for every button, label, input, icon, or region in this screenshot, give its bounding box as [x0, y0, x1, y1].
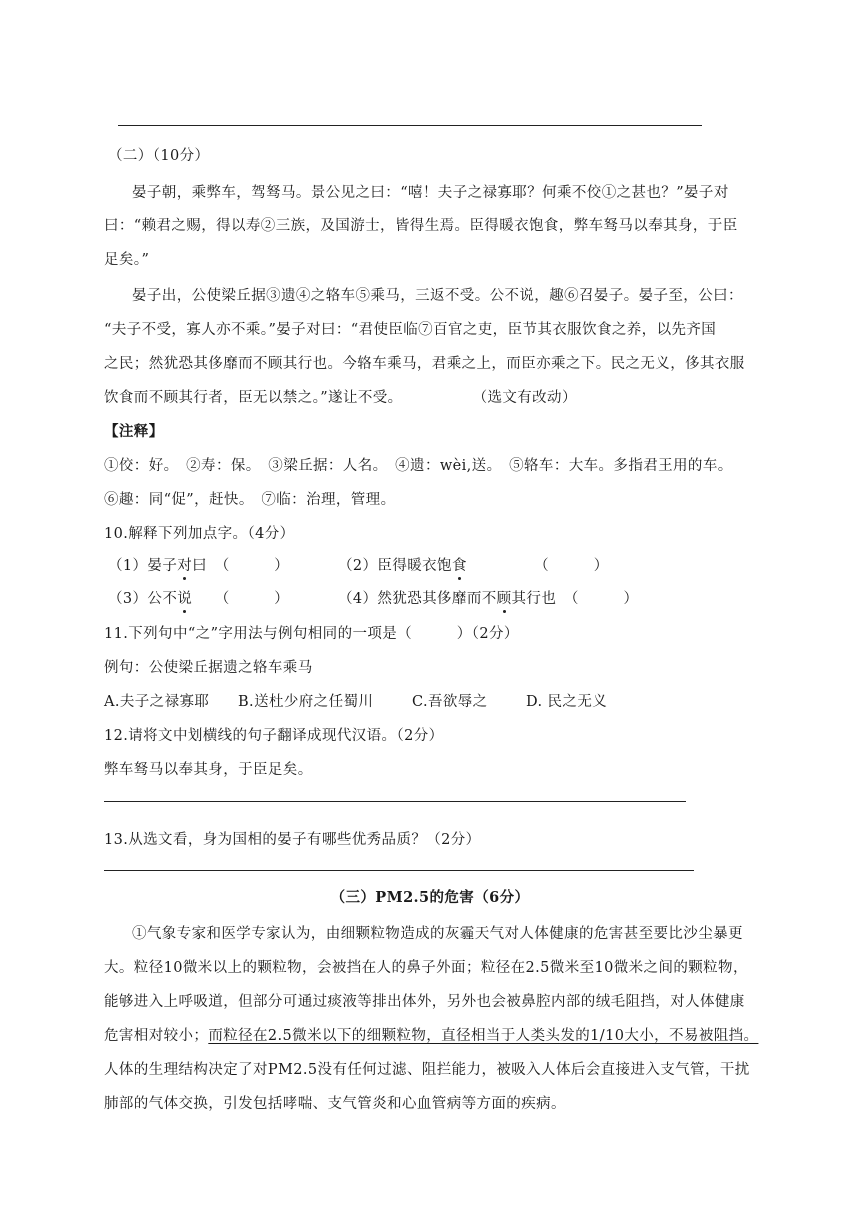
question-11-title: 11.下列句中“之”字用法与例句相同的一项是（ ）（2分） — [104, 626, 519, 642]
question-11-option-d: D. 民之无义 — [526, 694, 608, 710]
passage-line: 足矣。” — [104, 252, 150, 268]
passage-line: 晏子朝，乘弊车，驾驽马。景公见之曰：“嘻！夫子之禄寡耶？何乘不佼①之甚也？”晏子对 — [132, 185, 729, 201]
dotted-char: 说 — [177, 591, 193, 607]
question-11-option-a: A.夫子之禄寡耶 — [104, 694, 210, 710]
question-10-title: 10.解释下列加点字。（4分） — [104, 526, 295, 542]
passage-line: 危害相对较小；而粒径在2.5微米以下的细颗粒物，直径相当于人类头发的1/10大小，不易被阻挡。 — [104, 1028, 759, 1044]
passage-line: 曰：“赖君之赐，得以寿②三族，及国游士，皆得生焉。臣得暖衣饱食，弊车驽马以奉其身，于臣 — [104, 218, 738, 234]
underlined-sentence: 而粒径在2.5微米以下的细颗粒物，直径相当于人类头发的1/10大小，不易被阻挡。 — [208, 1028, 759, 1044]
question-11-example: 例句：公使梁丘据遗之辂车乘马 — [104, 660, 313, 676]
question-10-item: （3）公不说 （ ） — [108, 591, 290, 607]
note-line: ①佼：好。 ②寿：保。 ③梁丘据：人名。 ④遗：wèi,送。 ⑤辂车：大车。多指君王用的车。 — [104, 458, 733, 474]
question-13-title: 13.从选文看，身为国相的晏子有哪些优秀品质？（2分） — [104, 832, 481, 848]
answer-line-12 — [104, 801, 686, 802]
passage-line: 能够进入上呼吸道，但部分可通过痰液等排出体外，另外也会被鼻腔内部的绒毛阻挡，对人体健康 — [104, 994, 745, 1010]
top-answer-line — [118, 125, 702, 126]
notes-heading: 【注释】 — [104, 423, 164, 440]
passage-line: 之民；然犹恐其侈靡而不顾其行也。今辂车乘马，君乘之上，而臣亦乘之下。民之无义，侈其衣服 — [104, 356, 745, 372]
question-10-item: （4）然犹恐其侈靡而不顾其行也 （ ） — [338, 591, 639, 607]
dotted-char: 对 — [177, 558, 193, 574]
passage-line: 人体的生理结构决定了对PM2.5没有任何过滤、阻拦能力，被吸入人体后会直接进入支气管，干扰 — [104, 1062, 750, 1078]
passage-text: 饮食而不顾其行者，臣无以禁之。”遂让不受。 — [104, 390, 403, 406]
passage-line: 大。粒径10微米以上的颗粒物，会被挡在人的鼻子外面；粒径在2.5微米至10微米之间的颗粒物， — [104, 960, 748, 976]
question-10-item: （1）晏子对曰 （ ） — [108, 558, 290, 574]
dotted-char: 食 — [451, 558, 467, 574]
question-12-title: 12.请将文中划横线的句子翻译成现代汉语。（2分） — [104, 728, 444, 744]
answer-line-13 — [104, 870, 694, 871]
question-11-option-c: C.吾欲辱之 — [412, 694, 488, 710]
passage-line: 肺部的气体交换，引发包括哮喘、支气管炎和心血管病等方面的疾病。 — [104, 1096, 566, 1112]
note-line: ⑥趣：同“促”，赶快。 ⑦临：治理，管理。 — [104, 492, 396, 508]
passage-line: “夫子不受，寡人亦不乘。”晏子对曰：“君使臣临⑦百官之吏，臣节其衣服饮食之养，以先齐国 — [104, 322, 717, 338]
section3-heading: （三）PM2.5的危害（6分） — [330, 889, 530, 906]
source-note: （选文有改动） — [472, 390, 577, 406]
question-10-item: （2）臣得暖衣饱食 （ ） — [338, 558, 609, 574]
passage-line — [104, 388, 577, 408]
question-11-option-b: B.送杜少府之任蜀川 — [238, 694, 374, 710]
passage-line: 晏子出，公使梁丘据③遗④之辂车⑤乘马，三返不受。公不说，趣⑥召晏子。晏子至，公曰： — [132, 288, 743, 304]
section2-heading: （二）（10分） — [108, 148, 210, 164]
question-12-sentence: 弊车驽马以奉其身，于臣足矣。 — [104, 762, 313, 778]
passage-line: ①气象专家和医学专家认为，由细颗粒物造成的灰霾天气对人体健康的危害甚至要比沙尘暴更 — [132, 926, 743, 942]
dotted-char: 顾 — [496, 591, 512, 607]
